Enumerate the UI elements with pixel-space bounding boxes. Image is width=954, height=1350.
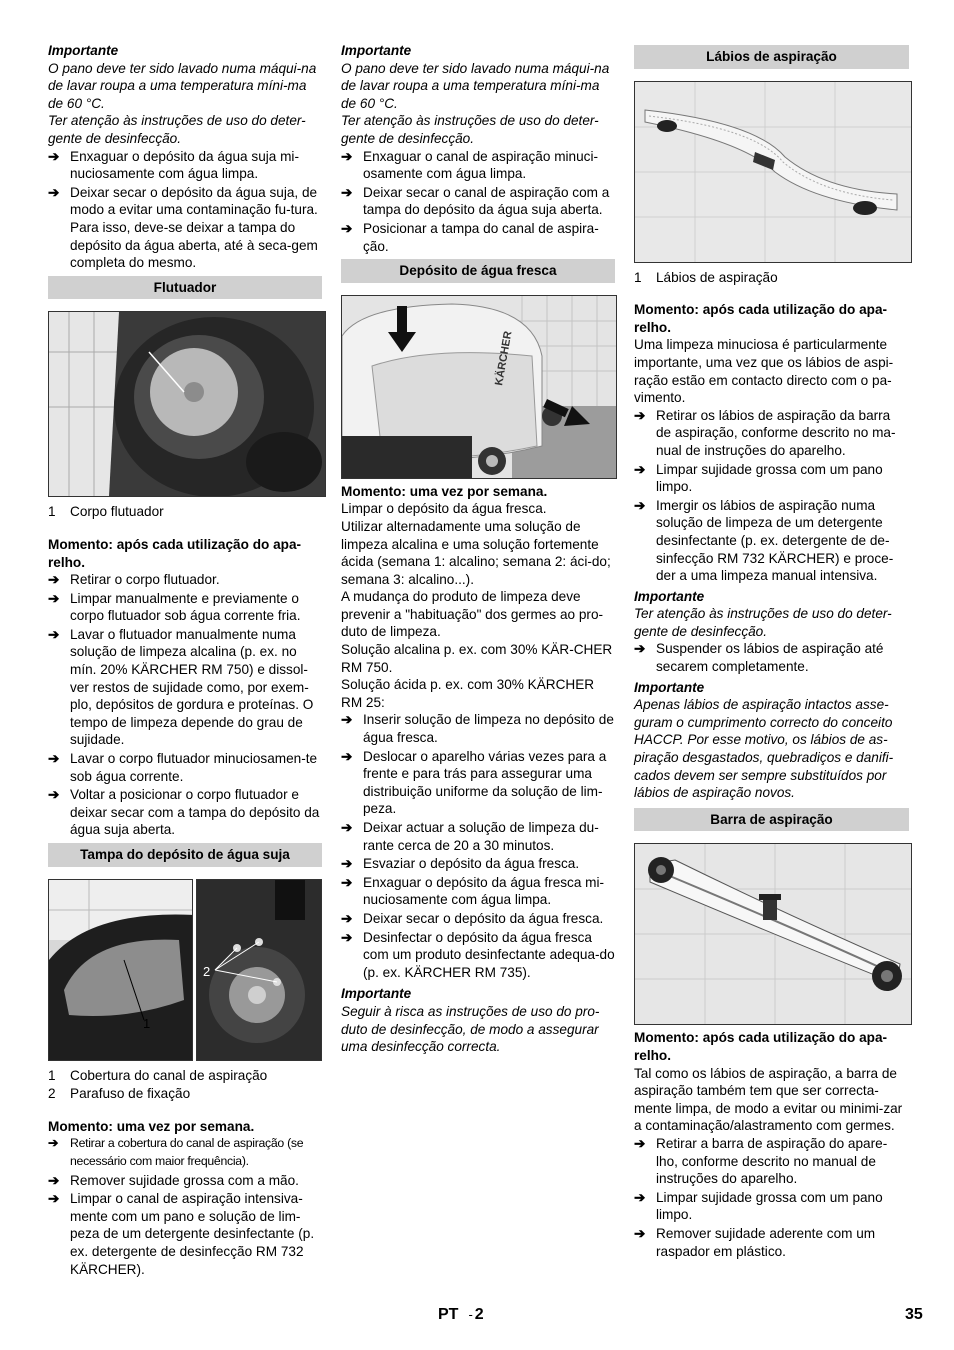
arrow-icon: ➔ <box>341 748 353 764</box>
step-item: ➔ Imergir os lábios de aspiração numa solução de limpeza de um detergente desinfectante (p. ex. detergente de de-sinfecção RM 732 KÄRCHER) e proce-der a uma limpeza manual intensiva. <box>634 497 894 584</box>
step-item: ➔ Posicionar a tampa do canal de aspira-ção. <box>341 220 599 254</box>
arrow-icon: ➔ <box>48 572 60 588</box>
photo-suction-channel-cover <box>48 879 193 1061</box>
step-item: ➔ Lavar o corpo flutuador minuciosamen-te sob água corrente. <box>48 751 318 784</box>
arrow-icon: ➔ <box>341 929 353 945</box>
important-heading: Importante <box>341 43 412 58</box>
important-text: O pano deve ter sido lavado numa máqui-na de lavar roupa a uma temperatura míni-ma de 60 °C. <box>48 60 317 111</box>
arrow-icon: ➔ <box>341 220 353 236</box>
legend-item: 1 Cobertura do canal de aspiração <box>48 1067 268 1083</box>
step-item: ➔ Desinfectar o depósito da água fresca com um produto desinfectante adequa-do (p. ex. KÄRCHER RM 735). <box>341 929 615 980</box>
arrow-icon: ➔ <box>634 1135 646 1151</box>
step-item: ➔ Limpar sujidade grossa com um pano limpo. <box>634 1189 883 1223</box>
photo-fresh-water-tank <box>341 295 617 479</box>
legend-item: 1 Corpo flutuador <box>48 504 164 520</box>
column-right <box>634 42 909 1261</box>
footer-dash: - <box>468 1307 473 1322</box>
section-bar-labios: Lábios de aspiração <box>634 45 909 69</box>
timing-note: Momento: uma vez por semana. <box>48 1118 255 1134</box>
timing-note: Momento: após cada utilização do apa-relho. <box>634 1030 888 1063</box>
step-list <box>341 711 615 981</box>
section-bar-barra: Barra de aspiração <box>634 808 909 832</box>
timing-note: Momento: após cada utilização do apa-relho. <box>634 302 888 335</box>
paragraph: Uma limpeza minuciosa é particularmente importante, uma vez que os lábios de aspi-ração estão em contacto directo com o pa-vimento. <box>634 337 894 406</box>
legend-flutuador <box>48 503 322 521</box>
important-text: Apenas lábios de aspiração intactos asse-guram o cumprimento correcto do conceito HACCP. Por esse motivo, os lábios de as-piração desgastados, quebradiços e danifi-cados devem ser sempre substituídos por lábios de aspiração novos. <box>634 697 894 801</box>
step-item: ➔ Deslocar o aparelho várias vezes para a frente e para trás para assegurar uma distribuição uniforme da solução de lim-peza. <box>341 748 607 817</box>
important-text: O pano deve ter sido lavado numa máqui-na de lavar roupa a uma temperatura míni-ma de 60 °C. <box>341 60 610 111</box>
step-list <box>48 571 322 839</box>
arrow-icon: ➔ <box>48 1172 60 1188</box>
important-heading: Importante <box>634 679 705 695</box>
step-item: ➔ Limpar o canal de aspiração intensiva-mente com um pano e solução de lim-peza de um detergente desinfectante (p. ex. detergente de desinfecção RM 732 KÄRCHER). <box>48 1191 315 1277</box>
arrow-icon: ➔ <box>48 751 60 767</box>
step-item: ➔ Deixar actuar a solução de limpeza du-rante cerca de 20 a 30 minutos. <box>341 820 599 853</box>
step-list <box>634 407 909 585</box>
arrow-icon: ➔ <box>48 1136 59 1151</box>
arrow-icon: ➔ <box>341 874 353 890</box>
legend-labios <box>634 269 909 287</box>
step-item: ➔ Retirar a barra de aspiração do apare-lho, conforme descrito no manual de instruções do aparelho. <box>634 1135 888 1187</box>
step-item: ➔ Deixar secar o canal de aspiração com a tampa do depósito da água suja aberta. <box>341 184 610 218</box>
step-item: ➔ Remover sujidade aderente com um raspador em plástico. <box>634 1225 876 1259</box>
step-list <box>341 148 615 256</box>
brand-label: KÄRCHER <box>493 329 515 387</box>
section-bar-flutuador: Flutuador <box>48 276 322 300</box>
important-heading: Importante <box>634 588 705 604</box>
arrow-icon: ➔ <box>341 856 353 872</box>
timing-note: Momento: após cada utilização do apa-relho. <box>48 536 302 570</box>
step-item: ➔ Enxaguar o depósito da água fresca mi-nuciosamente com água limpa. <box>341 874 605 908</box>
important-text: Ter atenção às instruções de uso do deter-gente de desinfecção. <box>341 113 599 146</box>
footer-section: 2 <box>474 1306 484 1323</box>
step-item: ➔ Limpar manualmente e previamente o corpo flutuador sob água corrente fria. <box>48 590 301 624</box>
step-item: ➔ Suspender os lábios de aspiração até secarem completamente. <box>634 641 884 675</box>
callout-1: 1 <box>143 1015 151 1031</box>
column-left <box>48 42 322 1279</box>
arrow-icon: ➔ <box>341 820 353 835</box>
arrow-icon: ➔ <box>341 148 353 164</box>
footer-section-label <box>438 1306 484 1324</box>
timing-note: Momento: uma vez por semana. <box>341 483 548 499</box>
step-item: ➔ Enxaguar o canal de aspiração minuci-osamente com água limpa. <box>341 148 599 182</box>
important-heading: Importante <box>48 43 119 58</box>
step-list <box>48 148 322 272</box>
arrow-icon: ➔ <box>341 910 353 926</box>
arrow-icon: ➔ <box>634 1189 646 1205</box>
section-bar-deposito: Depósito de água fresca <box>341 259 615 283</box>
important-heading: Importante <box>341 986 412 1002</box>
step-extra: Para isso, deve-se deixar a tampa do depósito da água aberta, até à seca-gem completa do mesmo. <box>70 219 318 271</box>
step-item: ➔ Deixar secar o depósito da água suja, de modo a evitar uma contaminação fu-tura. Para isso, deve-se deixar a tampa do depósito da água aberta, até à seca-gem completa do mesmo. <box>48 184 318 271</box>
step-item: ➔ Retirar o corpo flutuador. <box>48 572 220 588</box>
legend-item: 1 Lábios de aspiração <box>634 269 778 285</box>
arrow-icon: ➔ <box>634 497 646 513</box>
paragraph: Solução alcalina p. ex. com 30% KÄR-CHER RM 750. <box>341 642 613 675</box>
section-bar-tampa: Tampa do depósito de água suja <box>48 843 322 867</box>
arrow-icon: ➔ <box>48 787 60 803</box>
arrow-icon: ➔ <box>48 1191 60 1207</box>
photo-suction-bar <box>634 843 912 1025</box>
paragraph: A mudança do produto de limpeza deve prevenir a "habituação" dos germes ao pro-duto de limpeza. <box>341 589 604 640</box>
step-item: ➔ Lavar o flutuador manualmente numa solução de limpeza alcalina (p. ex. no mín. 20% KÄRCHER RM 750) e dissol-ver restos de sujidade como, por exem-plo, depósitos de gordura e proteínas. O tempo de limpeza depende do grau de sujidade. <box>48 626 314 748</box>
step-item: ➔ Retirar a cobertura do canal de aspiração (se necessário com maior frequência). <box>48 1136 304 1168</box>
important-text: Seguir à risca as instruções de uso do pro-duto de desinfecção, de modo a assegurar uma desinfecção correcta. <box>341 1003 600 1055</box>
paragraph: Utilizar alternadamente uma solução de limpeza alcalina e uma solução fortemente ácida (semana 1: alcalino; semana 2: áci-do; semana 3: alcalino...). <box>341 518 611 587</box>
column-middle <box>341 42 615 1056</box>
legend-item: 2 Parafuso de fixação <box>48 1086 191 1102</box>
step-list <box>634 1135 909 1260</box>
photo-fixing-screws <box>196 879 322 1061</box>
footer-lang: PT <box>438 1306 459 1323</box>
step-item: ➔ Limpar sujidade grossa com um pano limpo. <box>634 461 883 495</box>
arrow-icon: ➔ <box>634 461 646 477</box>
photo-suction-lips <box>634 81 912 263</box>
paragraph: Solução ácida p. ex. com 30% KÄRCHER RM 25: <box>341 677 595 710</box>
step-item: ➔ Inserir solução de limpeza no depósito de água fresca. <box>341 712 614 746</box>
step-item: ➔ Enxaguar o depósito da água suja mi-nuciosamente com água limpa. <box>48 148 299 182</box>
arrow-icon: ➔ <box>48 590 60 606</box>
step-item: ➔ Remover sujidade grossa com a mão. <box>48 1172 299 1188</box>
photo-float-body <box>48 311 326 497</box>
arrow-icon: ➔ <box>634 1225 646 1241</box>
arrow-icon: ➔ <box>48 148 60 164</box>
page-number: 35 <box>905 1306 923 1323</box>
step-item: ➔ Esvaziar o depósito da água fresca. <box>341 856 580 872</box>
arrow-icon: ➔ <box>341 184 353 200</box>
arrow-icon: ➔ <box>634 641 646 657</box>
step-item: ➔ Deixar secar o depósito da água fresca. <box>341 910 604 926</box>
arrow-icon: ➔ <box>634 407 646 423</box>
paragraph: Limpar o depósito da água fresca. <box>341 501 547 517</box>
photo-pair-tampa <box>48 879 322 1061</box>
step-item: ➔ Voltar a posicionar o corpo flutuador e deixar secar com a tampa do depósito da água suja aberta. <box>48 787 320 838</box>
legend-tampa <box>48 1067 322 1103</box>
step-item: ➔ Retirar os lábios de aspiração da barra de aspiração, conforme descrito no ma-nual de instruções do aparelho. <box>634 407 896 458</box>
important-text: Ter atenção às instruções de uso do deter-gente de desinfecção. <box>634 606 892 639</box>
step-list <box>48 1135 322 1278</box>
paragraph: Tal como os lábios de aspiração, a barra de aspiração também tem que ser correcta-mente limpa, de modo a evitar ou minimi-zar a contaminação/alastramento com germes. <box>634 1065 903 1134</box>
callout-2: 2 <box>202 963 211 979</box>
arrow-icon: ➔ <box>48 626 60 642</box>
arrow-icon: ➔ <box>48 184 60 200</box>
step-list <box>634 640 909 675</box>
important-text: Ter atenção às instruções de uso do deter-gente de desinfecção. <box>48 113 306 146</box>
arrow-icon: ➔ <box>341 712 353 728</box>
